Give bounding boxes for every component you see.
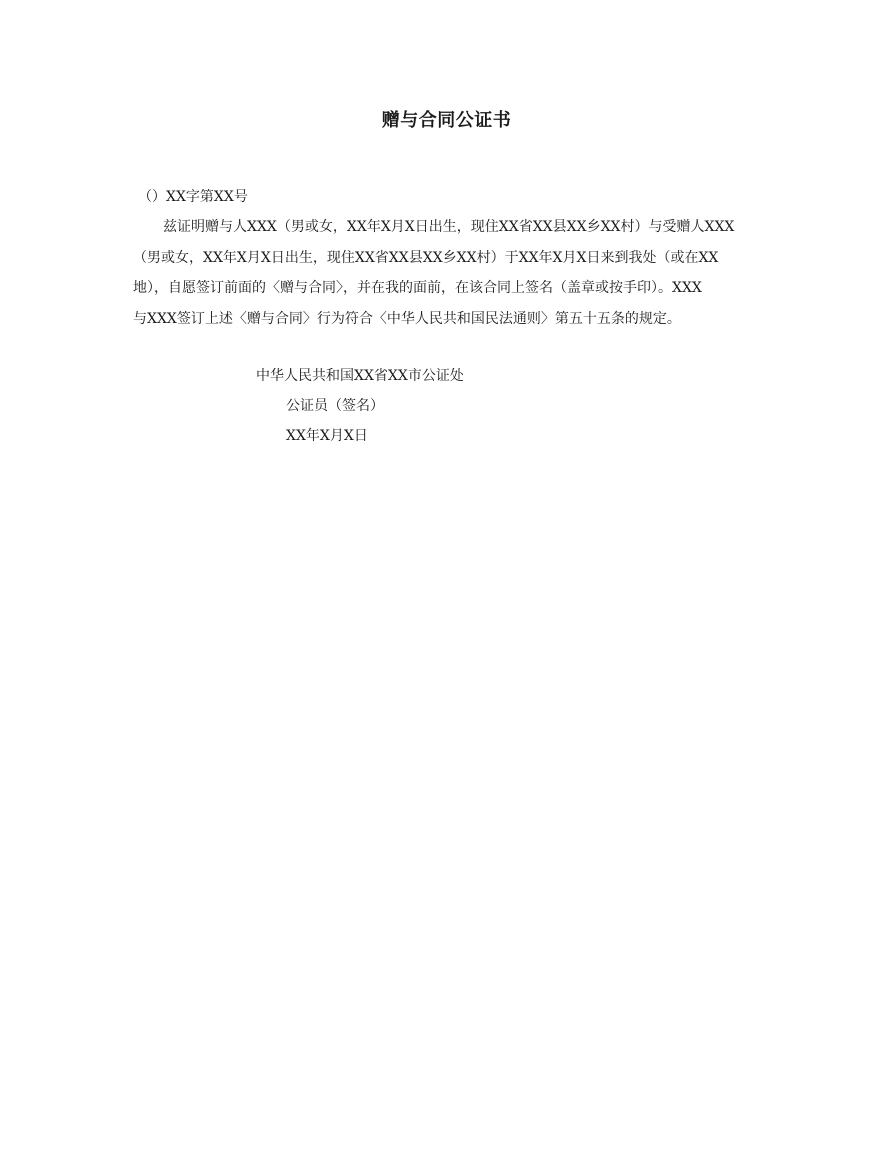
body-line: 地），自愿签订前面的〈赠与合同〉，并在我的面前，在该合同上签名（盖章或按手印）。XXX [133, 280, 702, 296]
notary-office: 中华人民共和国XX省XX市公证处 [256, 368, 464, 384]
document-title: 赠与合同公证书 [381, 110, 512, 131]
certificate-body [133, 212, 763, 334]
body-line: （男或女，XX年X月X日出生，现住XX省XX县XX乡XX村）于XX年X月X日来到我处（或在XX [133, 249, 719, 266]
notary-signature: 公证员（签名） [286, 398, 384, 414]
body-line: 与XXX签订上述〈赠与合同〉行为符合〈中华人民共和国民法通则〉第五十五条的规定。 [133, 310, 681, 327]
body-line: 兹证明赠与人XXX（男或女，XX年X月X日出生，现住XX省XX县XX乡XX村）与受赠人XXX [163, 219, 735, 235]
signature-date: XX年X月X日 [286, 428, 368, 444]
reference-number: （）XX字第XX号 [138, 189, 248, 205]
